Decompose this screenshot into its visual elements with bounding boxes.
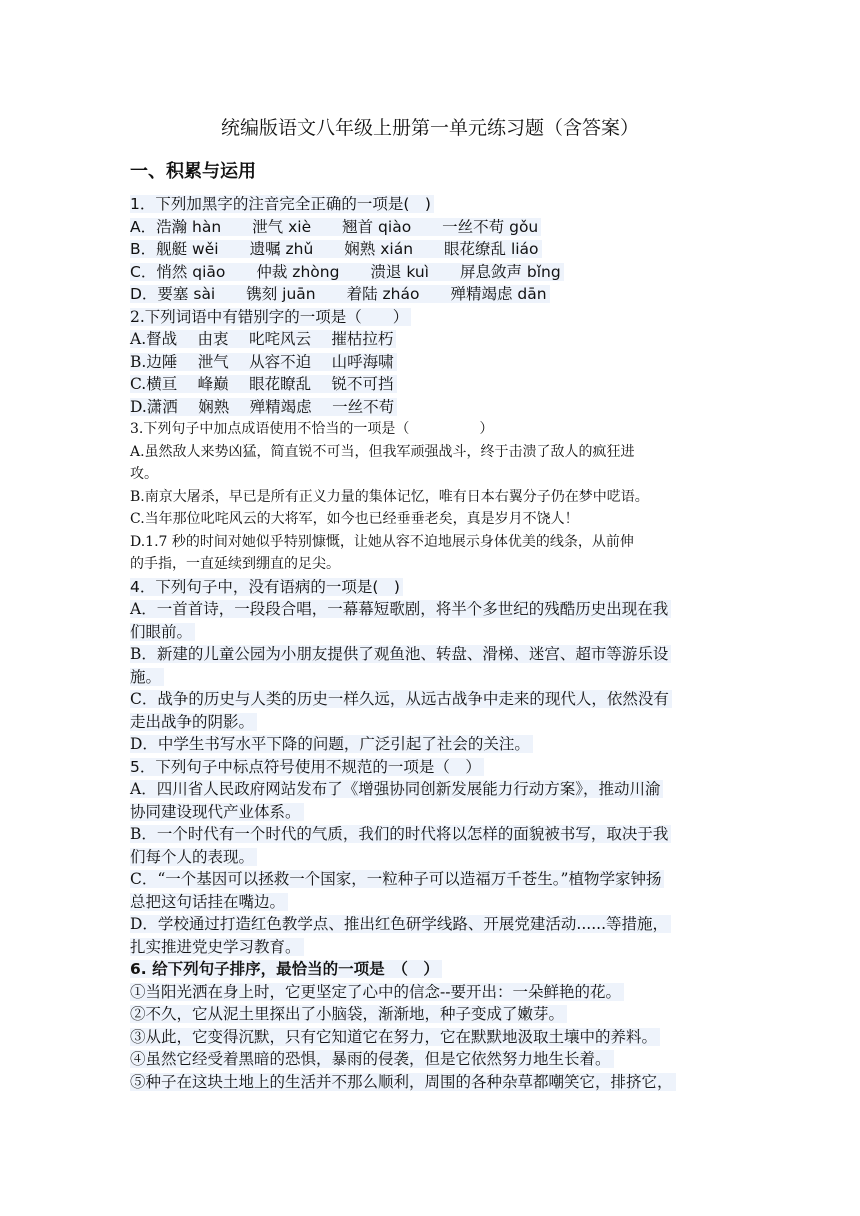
question-1-option-b: B．舰艇 wěi 遗嘱 zhǔ 娴熟 xián 眼花缭乱 liáo [130,238,742,261]
question-4-option-b: B．新建的儿童公园为小朋友提供了观鱼池、转盘、滑梯、迷宫、超市等游乐设 [130,643,742,666]
question-2-option-a: A.督战 由衷 叱咤风云 摧枯拉朽 [130,328,742,351]
question-4-option-c: C．战争的历史与人类的历史一样久远，从远古战争中走来的现代人，依然没有 [130,688,742,711]
question-4-option-c-cont: 走出战争的阴影。 [130,711,742,734]
question-5-option-c-cont: 总把这句话挂在嘴边。 [130,891,742,914]
question-5-option-a: A．四川省人民政府网站发布了《增强协同创新发展能力行动方案》，推动川渝 [130,778,742,801]
document-title: 统编版语文八年级上册第一单元练习题（含答案） [220,117,639,139]
question-6-sentence-4: ④虽然它经受着黑暗的恐惧，暴雨的侵袭，但是它依然努力地生长着。 [130,1048,742,1071]
question-5-option-c: C．“一个基因可以拯救一个国家，一粒种子可以造福万千苍生。”植物学家钟扬 [130,868,742,891]
question-4-option-a-cont: 们眼前。 [130,621,742,644]
question-5-option-b: B．一个时代有一个时代的气质，我们的时代将以怎样的面貌被书写，取决于我 [130,823,742,846]
question-3-option-a-cont: 攻。 [130,466,158,482]
question-3-option-d: D.1.7 秒的时间对她似乎特别慷慨，让她从容不迫地展示身体优美的线条，从前伸 [130,533,634,550]
question-4-option-d: D．中学生书写水平下降的问题，广泛引起了社会的关注。 [130,733,742,756]
question-list [130,193,742,1093]
question-1-option-c: C．悄然 qiāo 仲裁 zhòng 溃退 kuì 屏息敛声 bǐng [130,261,742,284]
question-5-stem: 5．下列句子中标点符号使用不规范的一项是（ ） [130,756,742,779]
question-5-option-a-cont: 协同建设现代产业体系。 [130,801,742,824]
question-2-option-d: D.潇洒 娴熟 殚精竭虑 一丝不苟 [130,396,742,419]
question-6-sentence-5: ⑤种子在这块土地上的生活并不那么顺利，周围的各种杂草都嘲笑它，排挤它， [130,1071,742,1094]
question-1-option-a: A．浩瀚 hàn 泄气 xiè 翘首 qiào 一丝不苟 gǒu [130,216,742,239]
question-2-option-b: B.边陲 泄气 从容不迫 山呼海啸 [130,351,742,374]
question-6-sentence-3: ③从此，它变得沉默，只有它知道它在努力，它在默默地汲取土壤中的养料。 [130,1026,742,1049]
question-2-option-c: C.横亘 峰巅 眼花瞭乱 锐不可挡 [130,373,742,396]
question-4-option-a: A．一首首诗，一段段合唱，一幕幕短歌剧，将半个多世纪的残酷历史出现在我 [130,598,742,621]
question-5-option-d: D．学校通过打造红色教学点、推出红色研学线路、开展党建活动......等措施， [130,913,742,936]
question-6-stem: 6. 给下列句子排序，最恰当的一项是 （ ） [130,958,742,981]
question-5-option-d-cont: 扎实推进党史学习教育。 [130,936,742,959]
section-heading: 一、积累与运用 [130,161,256,182]
question-4-stem: 4．下列句子中，没有语病的一项是( ) [130,576,742,599]
question-3-option-b: B.南京大屠杀，早已是所有正义力量的集体记忆，唯有日本右翼分子仍在梦中呓语。 [130,488,649,505]
question-3-option-d-cont: 的手指，一直延续到绷直的足尖。 [130,556,340,572]
question-6-sentence-2: ②不久，它从泥土里探出了小脑袋，渐渐地，种子变成了嫩芽。 [130,1003,742,1026]
question-3-option-a: A.虽然敌人来势凶猛，简直锐不可当，但我军顽强战斗，终于击溃了敌人的疯狂进 [130,443,635,460]
question-5-option-b-cont: 们每个人的表现。 [130,846,742,869]
question-1-stem: 1．下列加黑字的注音完全正确的一项是( ) [130,193,742,216]
question-6-sentence-1: ①当阳光洒在身上时，它更坚定了心中的信念--要开出：一朵鲜艳的花。 [130,981,742,1004]
question-2-stem: 2.下列词语中有错别字的一项是（ ） [130,306,742,329]
question-3-stem: 3.下列句子中加点成语使用不恰当的一项是（ ） [130,421,494,437]
question-4-option-b-cont: 施。 [130,666,742,689]
question-1-option-d: D．要塞 sài 镌刻 juān 着陆 zháo 殚精竭虑 dān [130,283,742,306]
question-3-option-c: C.当年那位叱咤风云的大将军，如今也已经垂垂老矣，真是岁月不饶人！ [130,511,579,527]
